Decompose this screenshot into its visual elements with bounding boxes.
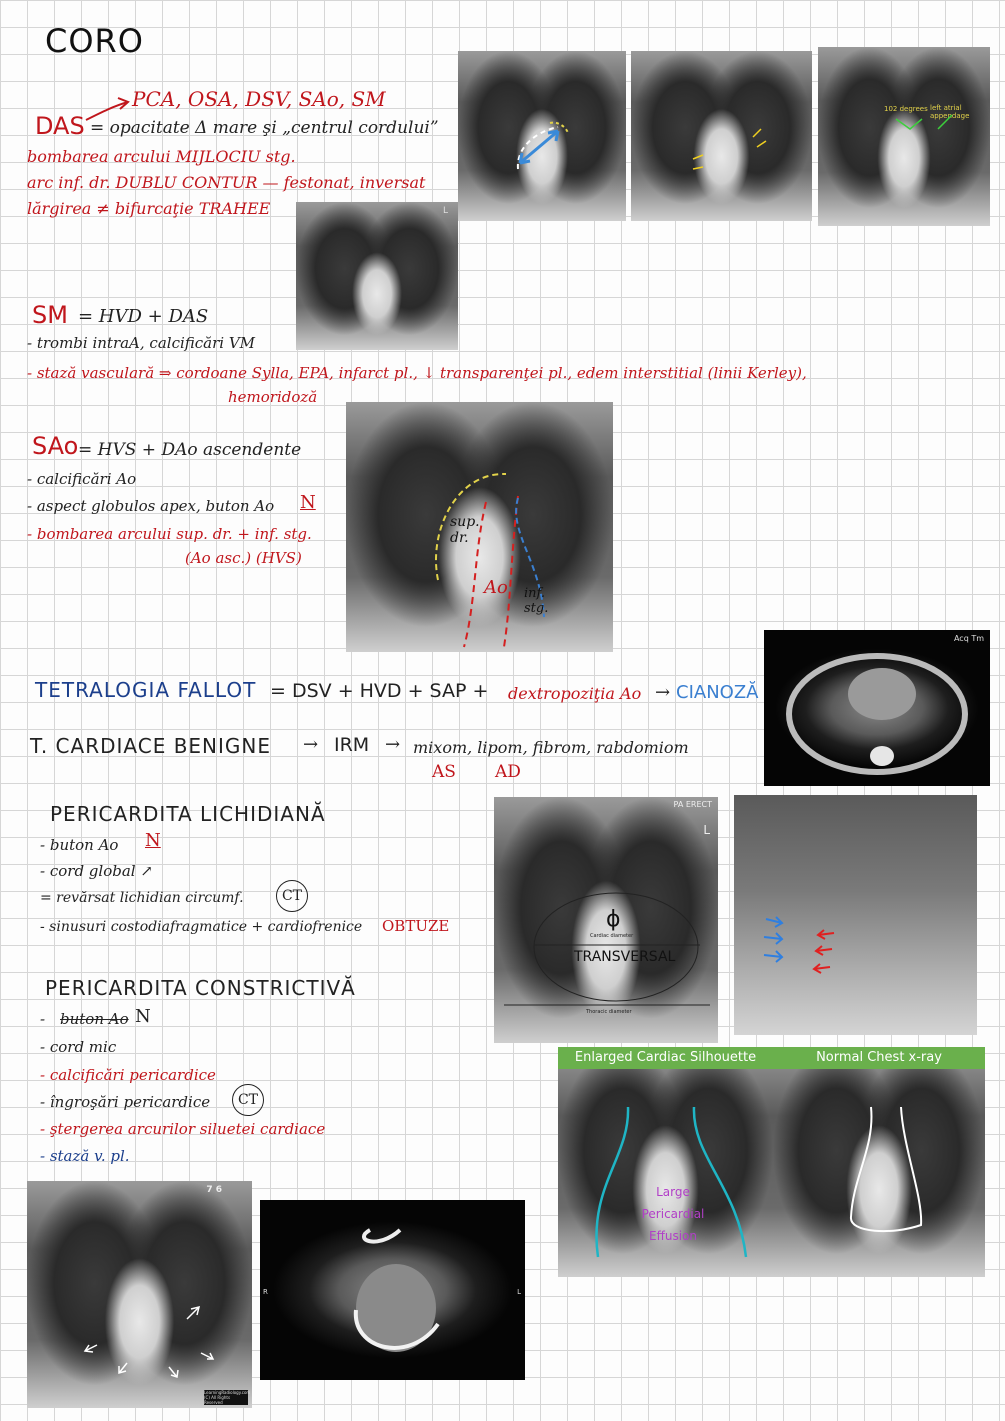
- xray-sm-side-label: L: [442, 206, 448, 216]
- ct-axial-label: Acq Tm: [953, 634, 984, 643]
- das-abbr: DAS: [35, 112, 85, 140]
- xray-das-1: [458, 51, 626, 221]
- pc-line-5: - ştergerea arcurilor siluetei cardiace: [40, 1120, 326, 1138]
- benigne-title: T. CARDIACE BENIGNE: [30, 734, 272, 758]
- tetralogia-formula: = DSV + HVD + SAP +: [270, 680, 489, 702]
- effusion-label: Large Pericardial Effusion: [641, 1185, 705, 1243]
- xray3-label-2: left atrial appendage: [930, 104, 970, 120]
- benigne-arrow-1-icon: →: [303, 734, 319, 755]
- pc-line-1-struck: buton Ao: [60, 1010, 129, 1028]
- pc-line-6: - stază v. pl.: [40, 1147, 130, 1165]
- sm-definition: = HVD + DAS: [78, 306, 209, 327]
- normal-banner: Normal Chest x-ray: [773, 1047, 985, 1069]
- benigne-sub-as: AS: [432, 762, 456, 782]
- benigne-arrow-2-icon: →: [385, 734, 401, 755]
- ct-coronal-right-label: L: [517, 1288, 521, 1296]
- sm-line-1: - trombi intraA, calcificări VM: [27, 334, 256, 352]
- xray-pa-transversal: TRANSVERSAL: [574, 949, 676, 965]
- benigne-sub-ad: AD: [495, 762, 521, 782]
- ct-axial: [764, 630, 990, 786]
- xray-sm: [296, 202, 458, 350]
- tetralogia-arrow-icon: →: [655, 682, 671, 703]
- pericardita-constrictiva-title: PERICARDITA CONSTRICTIVĂ: [45, 976, 356, 1000]
- das-line-1: bombarea arcului MIJLOCIU stg.: [27, 147, 296, 166]
- xray-normal: [773, 1047, 985, 1277]
- xray-enlarged-silhouette: [558, 1047, 773, 1277]
- xray-das-3: [818, 47, 990, 226]
- tetralogia-tail: dextropoziţia Ao: [508, 684, 642, 703]
- xray-constrictiva-number: 7 6: [206, 1185, 222, 1195]
- sao-line-1: - calcificări Ao: [27, 470, 137, 488]
- tetralogia-title: TETRALOGIA FALLOT: [35, 678, 257, 702]
- xray-pa-side-label: L: [703, 823, 710, 837]
- sao-line-3: - bombarea arcului sup. dr. + inf. stg.: [27, 525, 312, 543]
- pl-line-1-mark: N: [145, 830, 161, 851]
- xray-sao-label-right: inf. stg.: [524, 586, 549, 616]
- pc-line-2: - cord mic: [40, 1038, 117, 1056]
- sm-abbr: SM: [32, 301, 68, 329]
- pl-line-3-ct-circle: CT: [276, 880, 308, 912]
- xray-sao-label-center: Ao: [484, 577, 508, 598]
- xray-sao: [346, 402, 613, 652]
- xray-pa-cardiac-diameter: Cardiac diameter: [590, 933, 634, 939]
- sao-definition: = HVS + DAo ascendente: [78, 440, 302, 460]
- ct-coronal: [260, 1200, 525, 1380]
- pc-line-4: - îngroşări pericardice: [40, 1093, 211, 1111]
- xray-pericardita-lateral: [734, 795, 977, 1035]
- xray-sao-label-left: sup. dr.: [450, 514, 480, 546]
- benigne-irm: IRM: [334, 734, 370, 756]
- sao-line-4: (Ao asc.) (HVS): [185, 549, 302, 567]
- das-definition: = opacitate Δ mare şi „centrul cordului”: [90, 118, 439, 138]
- pl-line-3: = revărsat lichidian circumf.: [40, 890, 244, 906]
- sao-line-2-mark: N: [300, 492, 316, 513]
- pc-line-4-ct-circle: CT: [232, 1084, 264, 1116]
- xray-das-2: [631, 51, 812, 221]
- das-list: PCA, OSA, DSV, SAo, SM: [132, 87, 386, 111]
- xray-pa-view-label: PA ERECT: [673, 800, 712, 809]
- sao-abbr: SAo: [32, 432, 79, 460]
- pl-line-4: - sinusuri costodiafragmatice + cardiofrenice: [40, 919, 363, 935]
- pc-line-1-dash: -: [40, 1010, 46, 1028]
- xray-constrictiva-credit: LearningRadiology.com (C) All Rights Reserved: [204, 1390, 251, 1405]
- xray-pericardita-pa: [494, 797, 718, 1043]
- pc-line-1-mark: N: [135, 1006, 151, 1027]
- das-line-3: lărgirea ≠ bifurcaţie TRAHEE: [27, 199, 271, 218]
- xray-pa-phi: ϕ: [606, 907, 621, 932]
- sao-line-2: - aspect globulos apex, buton Ao: [27, 497, 275, 515]
- pl-line-4-mark: OBTUZE: [382, 917, 450, 935]
- pl-line-2: - cord global ↗: [40, 862, 153, 880]
- xray3-label-1: 102 degrees: [884, 105, 928, 113]
- das-line-2: arc inf. dr. DUBLU CONTUR — festonat, inversat: [27, 173, 426, 192]
- tetralogia-result: CIANOZĂ: [676, 682, 759, 703]
- ct-coronal-left-label: R: [263, 1288, 268, 1296]
- pc-line-3: - calcificări pericardice: [40, 1066, 216, 1084]
- xray-constrictiva: [27, 1181, 252, 1408]
- page-title: CORO: [45, 22, 144, 60]
- pericardita-lichidiana-title: PERICARDITA LICHIDIANĂ: [50, 802, 326, 826]
- sm-line-2: - stază vasculară ⇒ cordoane Sylla, EPA, infarct pl., ↓ transparenţei pl., edem interstitial (linii Kerley),: [27, 364, 807, 382]
- pl-line-1: - buton Ao: [40, 836, 119, 854]
- xray-pa-thoracic-diameter: Thoracic diameter: [586, 1009, 632, 1015]
- sm-line-3: hemoridoză: [228, 388, 318, 406]
- enlarged-banner: Enlarged Cardiac Silhouette: [558, 1047, 773, 1069]
- benigne-list: mixom, lipom, fibrom, rabdomiom: [413, 738, 689, 757]
